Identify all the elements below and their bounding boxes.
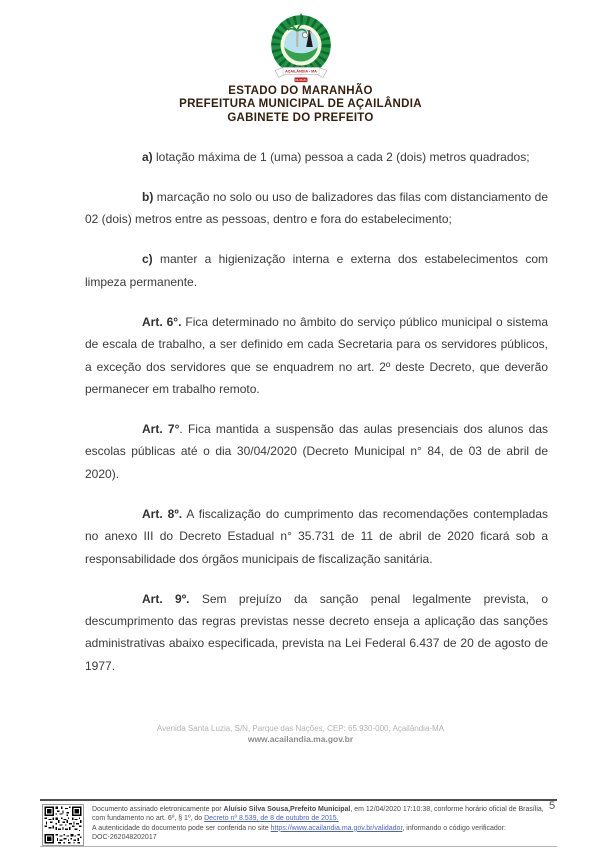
qr-code-icon: [42, 804, 84, 846]
article-text: A fiscalização do cumprimento das recomendações contempladas no anexo III do Decreto Estadual n° 35.731 de 11 de abril de 2020 ficará sob a responsabilidade dos órgãos municipais de fiscalização sanitária.: [85, 506, 549, 566]
decree-article-8: [85, 503, 548, 570]
signature-line-signed: [92, 805, 544, 824]
page-number: 5: [549, 800, 556, 812]
letterhead-municipality: PREFEITURA MUNICIPAL DE AÇAILÂNDIA: [179, 98, 422, 111]
signature-box-bottom-rule: [40, 846, 557, 847]
item-text: manter a higienização interna e externa dos estabelecimentos com limpeza permanente.: [85, 252, 548, 289]
city-crest-icon: [269, 13, 333, 87]
decree-item-b: [85, 186, 548, 231]
article-lead: Art. 8º.: [142, 506, 183, 521]
item-text: lotação máxima de 1 (uma) pessoa a cada 2 (dois) metros quadrados;: [152, 150, 530, 164]
article-text: . Fica mantida a suspensão das aulas presenciais dos alunos das escolas públicas até o dia 30/04/2020 (Decreto Municipal n° 84, de 03 de abril de 2020).: [85, 422, 548, 481]
validator-link[interactable]: https://www.acailandia.ma.gov.br/validador: [270, 824, 403, 832]
letterhead: [0, 85, 601, 125]
crest-ribbon-text: AÇAILÂNDIA - MA: [284, 69, 317, 74]
verification-code: DOC-262048202017: [92, 834, 157, 842]
decree-item-c: [85, 248, 548, 293]
page-footer: [0, 723, 601, 745]
item-lead: b): [142, 190, 154, 204]
crest-date-text: 06-06-81: [294, 78, 307, 82]
signature-line-authenticity: [92, 824, 544, 833]
decree-article-9: [85, 588, 548, 678]
decree-article-7: [85, 418, 548, 485]
footer-address: Avenida Santa Luzia, S/N, Parque das Nações, CEP: 65.930-000, Açailândia-MA: [156, 724, 445, 733]
signature-statement: [92, 805, 544, 843]
signature-box-top-rule: [40, 799, 557, 801]
article-text: Sem prejuízo da sanção penal legalmente prevista, o descumprimento das regras previstas nesse decreto enseja a aplicação das sanções administrativas abaixo especificada, prevista na Lei Federal 6.437 de 20 de agosto de 1977.: [85, 591, 549, 673]
signature-text: , informando o código verificador:: [402, 824, 506, 832]
article-lead: Art. 7°: [142, 422, 180, 437]
signature-text: A autenticidade do documento pode ser conferida no site: [92, 824, 271, 832]
signature-text: , em 12/04/2020 17:10:38, conforme horário oficial de Brasília, com fundamento no art. 6º, § 1º, do: [92, 806, 544, 823]
decree-body: [85, 146, 548, 695]
letterhead-office: GABINETE DO PREFEITO: [227, 111, 374, 124]
article-text: Fica determinado no âmbito do serviço público municipal o sistema de escala de trabalho, a ser definido em cada Secretaria para os servidores públicos, a exceção dos servidores que se enquadrem no art. 2º deste Decreto, que deverão permanecer em trabalho remoto.: [85, 314, 548, 397]
article-lead: Art. 6°.: [142, 314, 182, 329]
item-text: marcação no solo ou uso de balizadores das filas com distanciamento de 02 (dois) metros entre as pessoas, dentro e fora do estabelecimento;: [85, 190, 548, 227]
article-lead: Art. 9º.: [142, 591, 190, 606]
item-lead: a): [142, 150, 153, 164]
decree-item-a: [85, 146, 548, 168]
signer-name: Aluísio Silva Sousa,Prefeito Municipal: [223, 806, 351, 813]
decree-law-link[interactable]: Decreto nº 8.539, de 8 de outubro de 2015.: [204, 815, 339, 823]
item-lead: c): [142, 252, 153, 267]
letterhead-state: ESTADO DO MARANHÃO: [228, 85, 373, 97]
signature-text: Documento assinado eletronicamente por: [92, 806, 224, 813]
decree-article-6: [85, 311, 548, 401]
footer-website: www.acailandia.ma.gov.br: [247, 734, 354, 744]
